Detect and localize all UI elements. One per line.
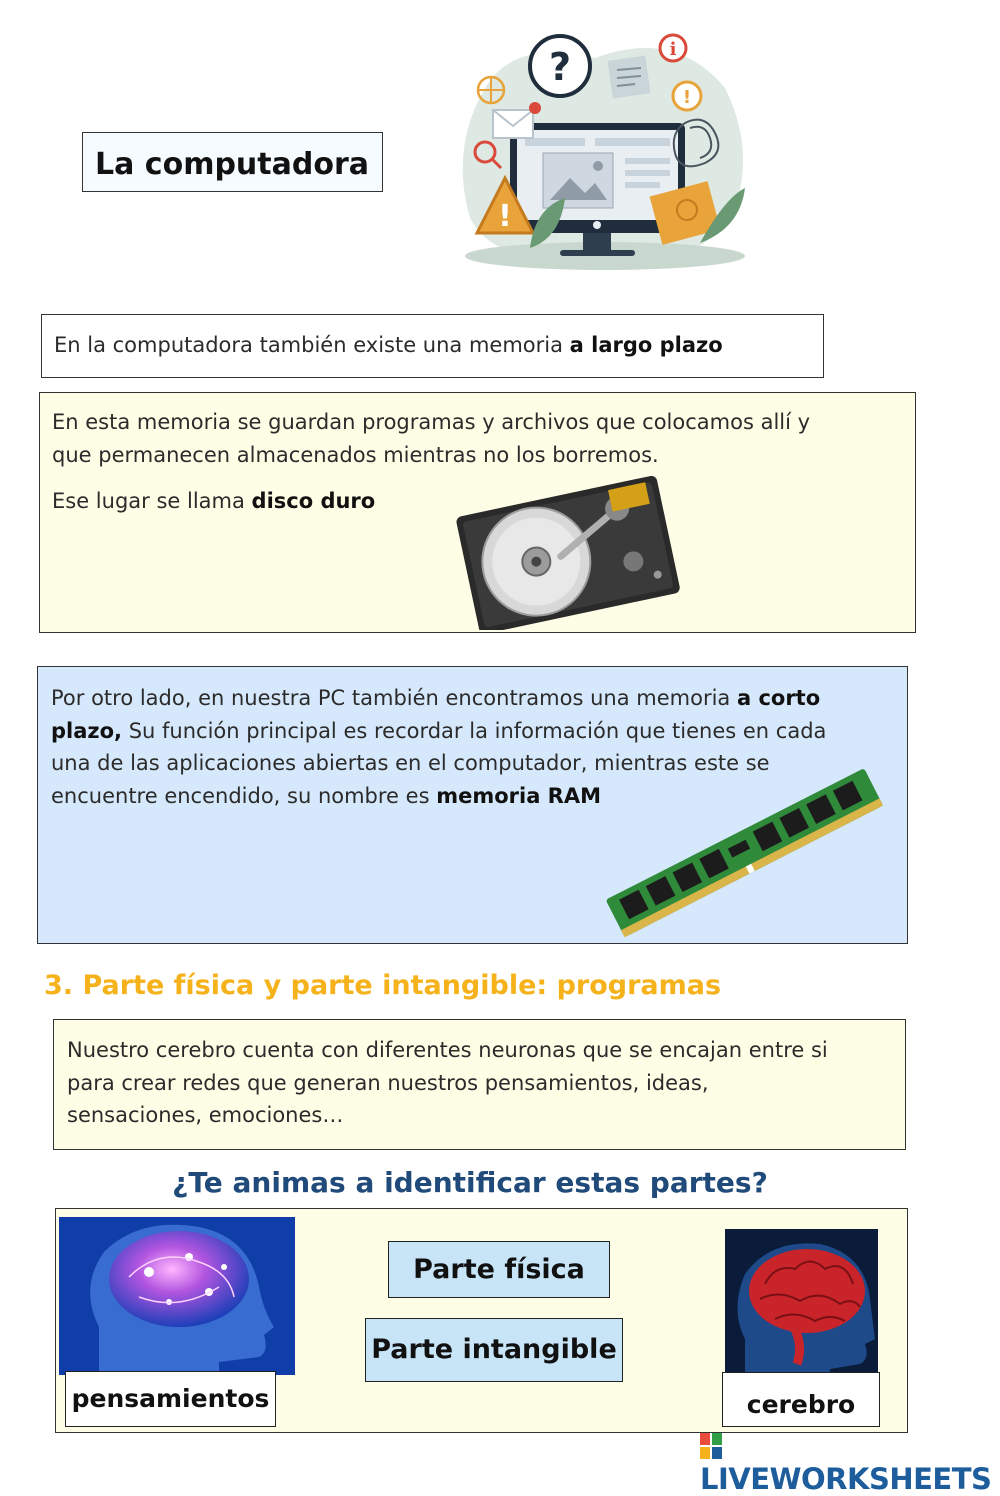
long-term-intro-text: En la computadora también existe una memoria — [54, 333, 570, 357]
ram-line2 — [51, 715, 907, 748]
brain-desc-line3: sensaciones, emociones… — [67, 1103, 344, 1127]
hard-disk-desc-line2: que permanecen almacenados mientras no los borremos. — [52, 442, 659, 467]
long-term-intro-bold: a largo plazo — [569, 333, 723, 357]
liveworksheets-brand-text: LIVEWORKSHEETS — [700, 1462, 992, 1496]
ram-line3: una de las aplicaciones abiertas en el computador, mientras este se — [51, 751, 770, 775]
ram-line1-text: Por otro lado, en nuestra PC también encontramos una memoria — [51, 686, 737, 710]
activity-question: ¿Te animas a identificar estas partes? — [172, 1166, 768, 1199]
brain-image — [725, 1229, 878, 1377]
page-title: La computadora — [82, 132, 383, 192]
brain-desc-line1: Nuestro cerebro cuenta con diferentes neuronas que se encajan entre si — [67, 1038, 828, 1062]
hard-disk-image — [455, 475, 680, 630]
brain-description-box — [53, 1019, 906, 1150]
answer-box-cerebro[interactable]: cerebro — [722, 1372, 880, 1427]
computer-illustration — [455, 28, 755, 273]
ram-line4-text: encuentre encendido, su nombre es — [51, 783, 437, 808]
answer-box-pensamientos[interactable]: pensamientos — [65, 1371, 276, 1427]
liveworksheets-logo-icon — [700, 1432, 722, 1458]
hard-disk-desc-line1: En esta memoria se guardan programas y archivos que colocamos allí y — [52, 410, 811, 434]
thoughts-image — [59, 1217, 295, 1375]
parte-fisica-label[interactable]: Parte física — [388, 1241, 610, 1298]
brain-desc-line2: para crear redes que generan nuestros pensamientos, ideas, — [67, 1070, 709, 1095]
hard-disk-place-bold: disco duro — [251, 489, 376, 513]
ram-line2-bold: plazo, — [51, 718, 123, 743]
svg-text:?: ? — [548, 45, 572, 89]
svg-text:!: ! — [682, 87, 692, 108]
ram-line4-bold: memoria RAM — [436, 783, 601, 808]
long-term-intro-box — [41, 314, 824, 378]
section-3-heading: 3. Parte física y parte intangible: programas — [44, 970, 722, 1001]
ram-line1-bold: a corto — [736, 686, 821, 710]
ram-line1 — [51, 682, 907, 715]
svg-text:!: ! — [498, 199, 512, 234]
hard-disk-place-text: Ese lugar se llama — [52, 489, 252, 513]
parte-intangible-label[interactable]: Parte intangible — [365, 1318, 623, 1382]
liveworksheets-brand — [700, 1428, 1000, 1496]
ram-module-image — [598, 762, 888, 938]
svg-text:i: i — [669, 39, 677, 60]
ram-line2-text: Su función principal es recordar la información que tienes en cada — [122, 718, 827, 743]
